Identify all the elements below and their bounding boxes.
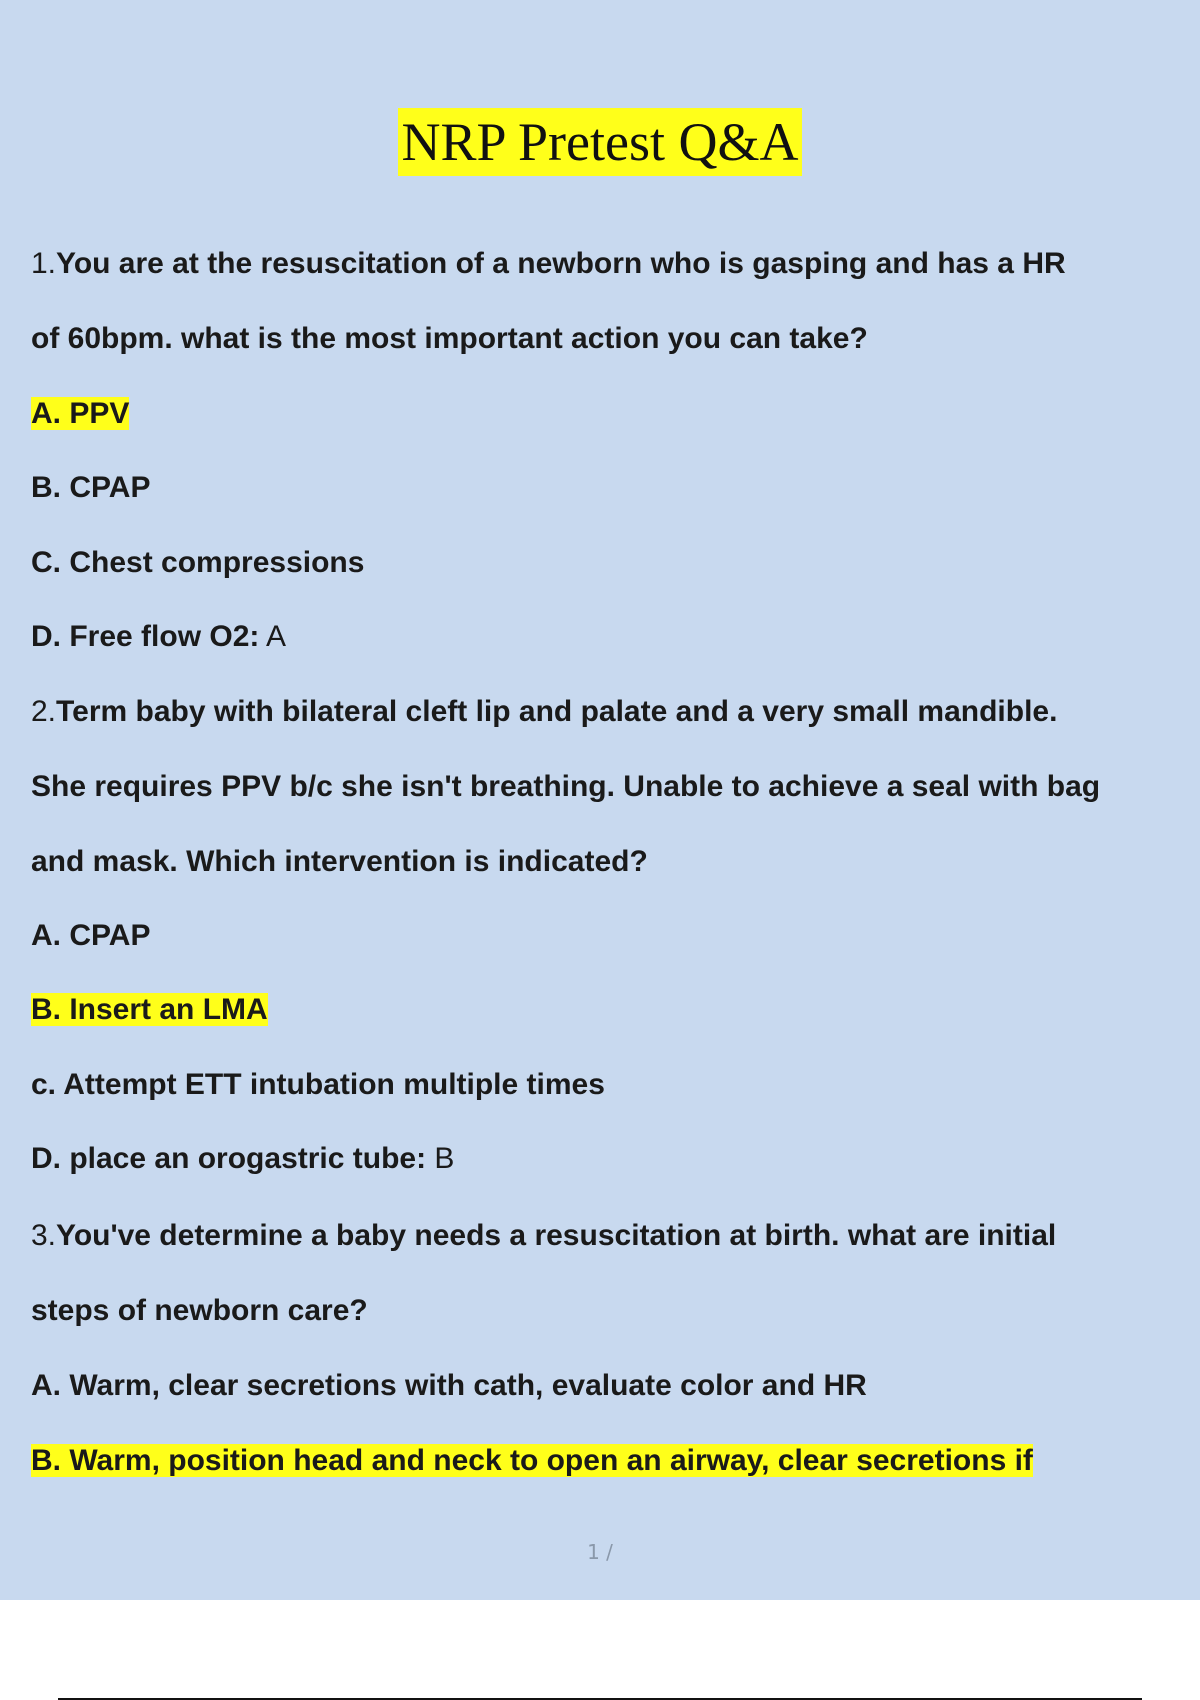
question-1-text-2: of 60bpm. what is the most important action you can take?	[31, 322, 868, 355]
question-1-line-1	[31, 244, 1066, 284]
question-3-option-a	[31, 1366, 867, 1406]
option-text: A. PPV	[31, 397, 130, 430]
question-1-option-a	[31, 394, 129, 434]
option-text: A. CPAP	[31, 919, 151, 952]
question-3-line-1	[31, 1216, 1056, 1256]
option-text: C. Chest compressions	[31, 546, 365, 579]
question-1-option-d	[31, 617, 286, 657]
question-1-text-1: You are at the resuscitation of a newborn who is gasping and has a HR	[56, 247, 1066, 280]
question-3-line-2	[31, 1291, 368, 1331]
question-2-line-2	[31, 767, 1100, 807]
question-2-text-3: and mask. Which intervention is indicated?	[31, 845, 648, 878]
option-text: A. Warm, clear secretions with cath, evaluate color and HR	[31, 1369, 867, 1402]
question-2-text-1: Term baby with bilateral cleft lip and palate and a very small mandible.	[56, 695, 1058, 728]
answer-key: B	[426, 1142, 455, 1175]
question-3-text-2: steps of newborn care?	[31, 1294, 368, 1327]
question-1-option-b	[31, 468, 150, 508]
page-number: 1 /	[587, 1540, 613, 1564]
option-text: c. Attempt ETT intubation multiple times	[31, 1068, 605, 1101]
question-2-line-3	[31, 842, 648, 882]
option-text: D. Free flow O2:	[31, 620, 260, 653]
option-text: B. Insert an LMA	[31, 993, 268, 1026]
question-2-number: 2.	[31, 695, 57, 728]
question-1-option-c	[31, 543, 364, 583]
question-3-number: 3.	[31, 1219, 57, 1252]
option-text: D. place an orogastric tube:	[31, 1142, 427, 1175]
option-text: B. Warm, position head and neck to open an airway, clear secretions if	[31, 1444, 1033, 1477]
question-2-text-2: She requires PPV b/c she isn't breathing. Unable to achieve a seal with bag	[31, 770, 1101, 803]
answer-key: A	[259, 620, 287, 653]
title-container	[0, 108, 1200, 176]
question-2-line-1	[31, 692, 1057, 732]
question-1-number: 1.	[31, 247, 57, 280]
question-3-option-b	[31, 1441, 1033, 1481]
document-title: NRP Pretest Q&A	[398, 108, 801, 176]
question-1-line-2	[31, 319, 868, 359]
question-2-option-c	[31, 1065, 605, 1105]
question-2-option-a	[31, 916, 150, 956]
option-text: B. CPAP	[31, 471, 151, 504]
question-3-text-1: You've determine a baby needs a resuscitation at birth. what are initial	[56, 1219, 1057, 1252]
question-2-option-d	[31, 1139, 454, 1179]
question-2-option-b	[31, 990, 268, 1030]
